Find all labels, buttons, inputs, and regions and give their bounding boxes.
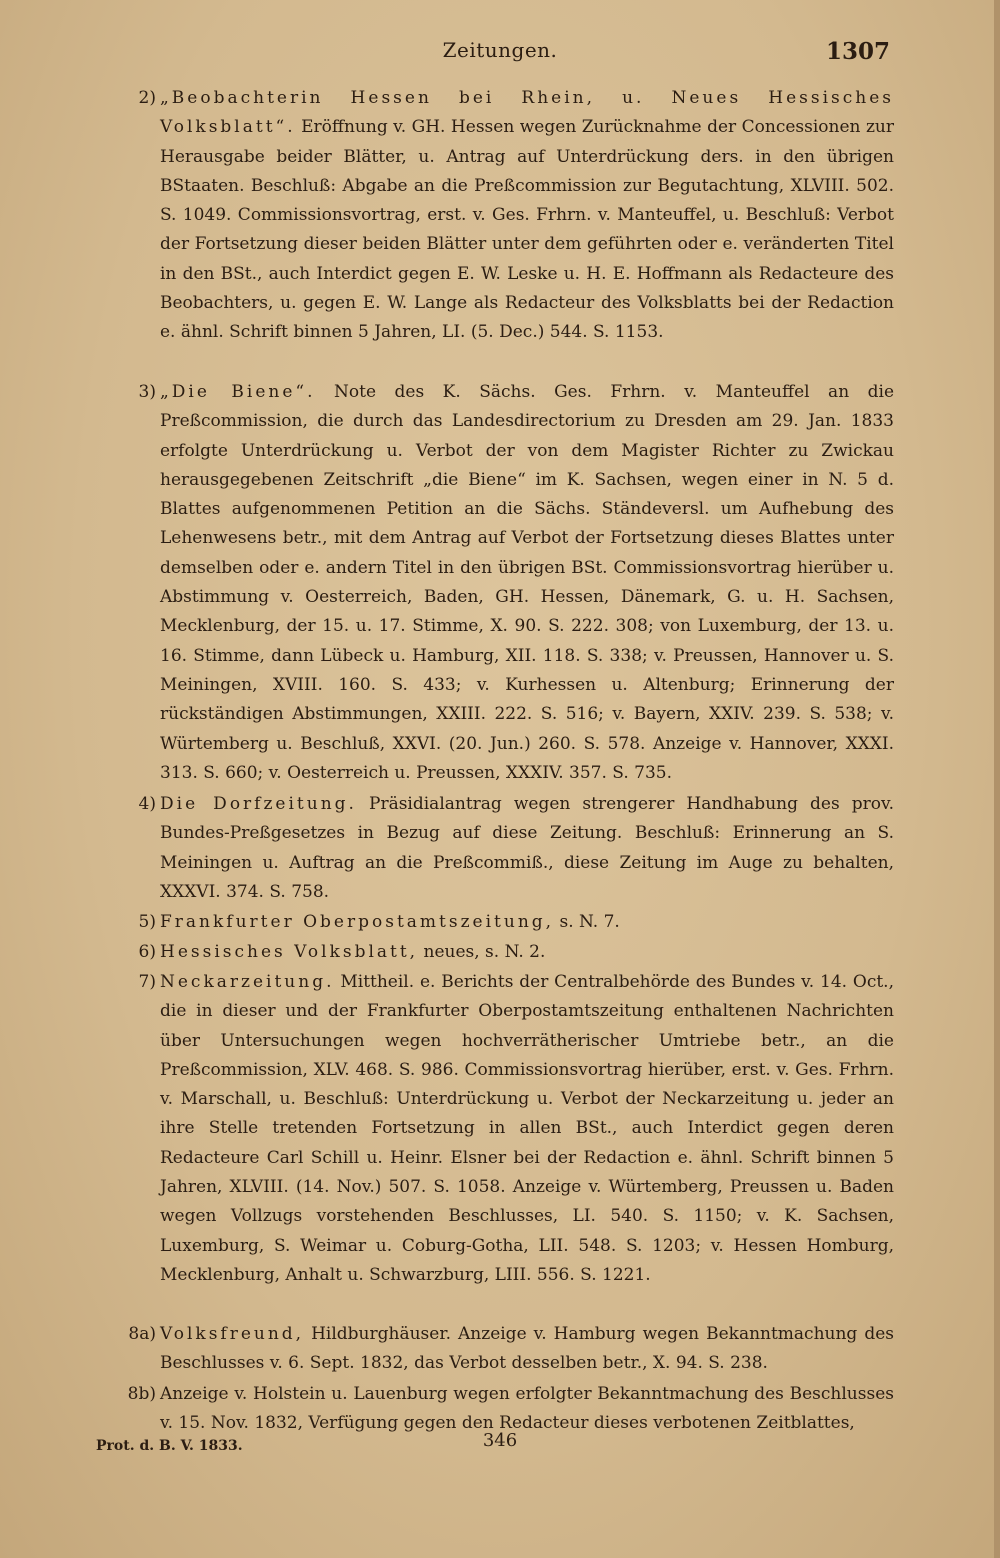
page-edge [994, 0, 1000, 1558]
entry-text: neues, s. N. 2. [423, 942, 546, 962]
entry-number: 8b) [127, 1384, 156, 1404]
entry-5 [138, 908, 894, 937]
entry-text: Anzeige v. Holstein u. Lauenburg wegen erfolgter Bekanntmachung des Beschlusses v. 15. Nov. 1832, Verfügung gegen den Redacteur dieses verbotenen Zeitblattes, [160, 1384, 894, 1434]
entry-number: 8a) [128, 1324, 156, 1344]
entry-text: Mittheil. e. Berichts der Centralbehörde des Bundes v. 14. Oct., die in dieser und der Frankfurter Oberpostamtszeitung enthaltenen Nachrichten über Untersuchungen wegen hochverrätherischer Umtriebe betr., an die Preßcommission, XLV. 468. S. 986. Commissionsvortrag hierüber, erst. v. Ges. Frhrn. v. Marschall, u. Beschluß: Unterdrückung u. Verbot der Neckarzeitung u. jeder an ihre Stelle tretenden Fortsetzung in allen BSt., auch Interdict gegen deren Redacteure Carl Schill u. Heinr. Elsner bei der Redaction e. ähnl. Schrift binnen 5 Jahren, XLVIII. (14. Nov.) 507. S. 1058. Anzeige v. Würtemberg, Preussen u. Baden wegen Vollzugs vorstehenden Beschlusses, LI. 540. S. 1150; v. K. Sachsen, Luxemburg, S. Weimar u. Coburg-Gotha, LII. 548. S. 1203; v. Hessen Homburg, Mecklenburg, Anhalt u. Schwarzburg, LIII. 556. S. 1221. [160, 972, 894, 1285]
sheet-signature: 346 [482, 1430, 518, 1451]
entry-4 [138, 790, 894, 907]
page-number: 1307 [825, 38, 890, 65]
entry-text: Hildburghäuser. Anzeige v. Hamburg wegen Bekanntmachung des Beschlusses v. 6. Sept. 1832, das Verbot desselben betr., X. 94. S. 238. [160, 1324, 894, 1374]
footer-protocol: Prot. d. B. V. 1833. [96, 1438, 243, 1454]
entry-number: 7) [138, 972, 156, 992]
entry-name: Volksfreund, [160, 1324, 305, 1344]
entry-text: Eröffnung v. GH. Hessen wegen Zurücknahme der Concessionen zur Herausgabe beider Blätter, u. Antrag auf Unterdrückung ders. in den übrigen BStaaten. Beschluß: Abgabe an die Preßcommission zur Begutachtung, XLVIII. 502. S. 1049. Commissionsvortrag, erst. v. Ges. Frhrn. v. Manteuffel, u. Beschluß: Verbot der Fortsetzung dieser beiden Blätter unter dem geführten oder e. veränderten Titel in den BSt., auch Interdict gegen E. W. Leske u. H. E. Hoffmann als Redacteure des Beobachters, u. gegen E. W. Lange als Redacteur des Volksblatts bei der Redaction e. ähnl. Schrift binnen 5 Jahren, LI. (5. Dec.) 544. S. 1153. [160, 117, 894, 343]
running-title: Zeitungen. [442, 38, 558, 62]
entry-text: Präsidialantrag wegen strengerer Handhabung des prov. Bundes-Preßgesetzes in Bezug auf diese Zeitung. Beschluß: Erinnerung an S. Meiningen u. Auftrag an die Preßcommiß., diese Zeitung im Auge zu behalten, XXXVI. 374. S. 758. [160, 794, 894, 902]
entry-name: „Die Biene“. [160, 382, 316, 402]
entry-number: 5) [138, 912, 156, 932]
entry-name: Neckarzeitung. [160, 972, 335, 992]
entry-text: Note des K. Sächs. Ges. Frhrn. v. Manteuffel an die Preßcommission, die durch das Landesdirectorium zu Dresden am 29. Jan. 1833 erfolgte Unterdrückung u. Verbot der von dem Magister Richter zu Zwickau herausgegebenen Zeitschrift „die Biene“ im K. Sachsen, wegen einer in N. 5 d. Blattes aufgenommenen Petition an die Sächs. Ständeversl. um Aufhebung des Lehenwesens betr., mit dem Antrag auf Verbot der Fortsetzung dieses Blattes unter demselben oder e. andern Titel in den übrigen BSt. Commissionsvortrag hierüber u. Abstimmung v. Oesterreich, Baden, GH. Hessen, Dänemark, G. u. H. Sachsen, Mecklenburg, der 15. u. 17. Stimme, X. 90. S. 222. 308; von Luxemburg, der 13. u. 16. Stimme, dann Lübeck u. Hamburg, XII. 118. S. 338; v. Preussen, Hannover u. S. Meiningen, XVIII. 160. S. 433; v. Kurhessen u. Altenburg; Erinnerung der rückständigen Abstimmungen, XXIII. 222. S. 516; v. Bayern, XXIV. 239. S. 538; v. Würtemberg u. Beschluß, XXVI. (20. Jun.) 260. S. 578. Anzeige v. Hannover, XXXI. 313. S. 660; v. Oesterreich u. Preussen, XXXIV. 357. S. 735. [160, 382, 895, 783]
entry-name: Hessisches Volksblatt, [160, 942, 419, 962]
entry-name: „Beobachterin Hessen bei Rhein, u. Neues Hessisches Volksblatt“. [160, 88, 894, 138]
entry-number: 6) [138, 942, 156, 962]
entry-8a [128, 1320, 894, 1379]
entry-text: s. N. 7. [559, 912, 620, 932]
entry-name: Frankfurter Oberpostamtszeitung, [160, 912, 555, 932]
entry-6 [138, 938, 894, 967]
entry-2 [138, 84, 894, 348]
entry-number: 2) [138, 88, 156, 108]
entry-7 [138, 968, 894, 1290]
entry-3 [138, 378, 895, 788]
entry-name: Die Dorfzeitung. [160, 794, 357, 814]
entry-number: 4) [138, 794, 156, 814]
entry-number: 3) [138, 382, 156, 402]
